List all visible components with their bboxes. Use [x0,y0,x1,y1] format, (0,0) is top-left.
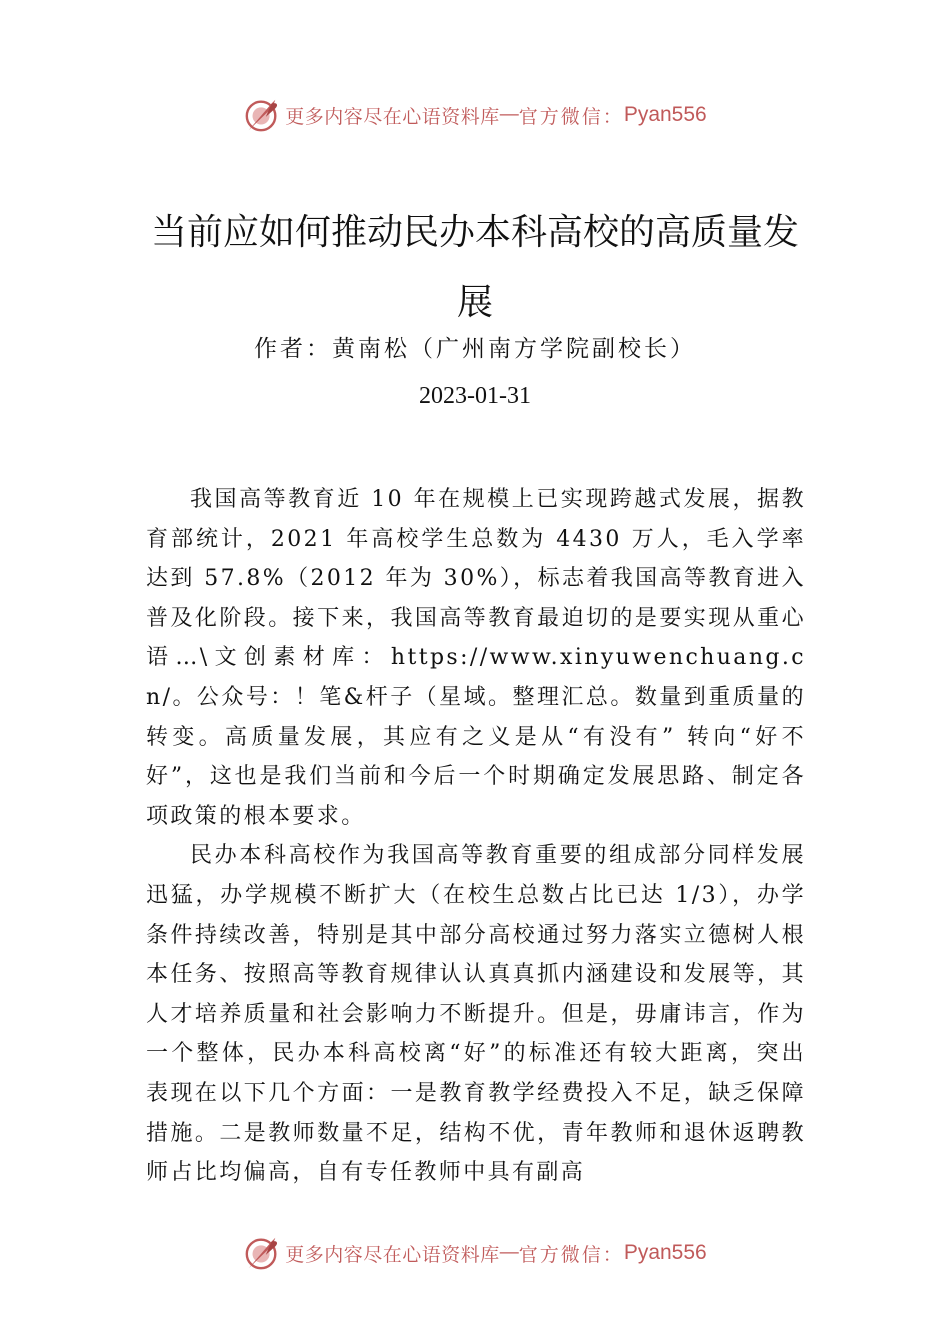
footer-banner [0,1233,950,1273]
banner-slogan: 更多内容尽在心语资料库 [285,105,500,128]
article-title: 当前应如何推动民办本科高校的高质量发展 [150,212,799,323]
banner-dash: — [499,104,519,125]
article-author: 作者：黄南松（广州南方学院副校长） [254,336,696,362]
header-banner [0,95,950,135]
article-date: 2023-01-31 [419,383,531,409]
quill-seal-logo-icon [243,96,281,134]
quill-seal-logo-icon [243,1234,281,1272]
banner-wechat-id: Pyan556 [623,103,707,126]
banner-wechat-label: 官方微信： [518,1243,624,1266]
paragraph: 我国高等教育近 10 年在规模上已实现跨越式发展，据教育部统计，2021 年高校学生总数为 4430 万人，毛入学率达到 57.8%（2012 年为 30%），标志着我国高等教育进入普及化阶段。接下来，我国高等教育最迫切的是要实现从重心语…\文创素材库：https://www.xinyuwenchuang.cn/。公众号：！笔&杆子（星域。整理汇总。数量到重质量的转变。高质量发展，其应有之义是从“有没有” 转向“好不好”，这也是我们当前和今后一个时期确定发展思路、制定各项政策的根本要求。 [146,487,806,829]
banner-wechat-id: Pyan556 [623,1241,707,1264]
article-body [146,480,806,1193]
paragraph: 民办本科高校作为我国高等教育重要的组成部分同样发展迅猛，办学规模不断扩大（在校生总数占比已达 1/3），办学条件持续改善，特别是其中部分高校通过努力落实立德树人根本任务、按照高等教育规律认认真真抓内涵建设和发展等，其人才培养质量和社会影响力不断提升。但是，毋庸讳言，作为一个整体，民办本科高校离“好”的标准还有较大距离，突出表现在以下几个方面：一是教育教学经费投入不足，缺乏保障措施。二是教师数量不足，结构不优，青年教师和退休返聘教师占比均偏高，自有专任教师中具有副高 [146,843,806,1186]
banner-slogan: 更多内容尽在心语资料库 [285,1243,500,1266]
banner-dash: — [499,1242,519,1263]
banner-wechat-label: 官方微信： [518,105,624,128]
